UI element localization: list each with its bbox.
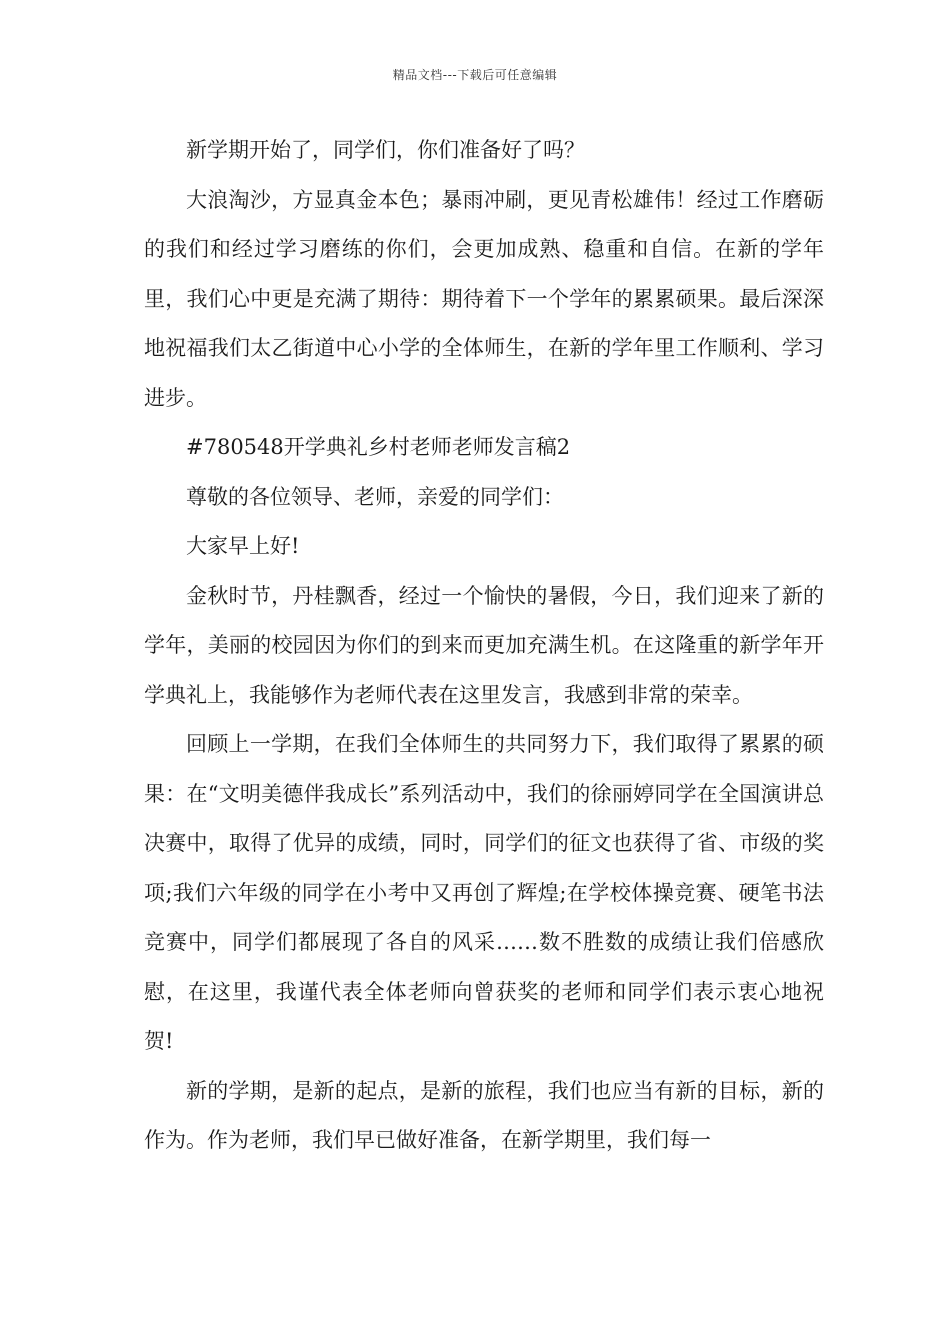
greeting: 大家早上好!	[186, 534, 300, 558]
section-title: #780548开学典礼乡村老师老师发言稿2	[186, 435, 571, 459]
paragraph-review-achievements: 回顾上一学期，在我们全体师生的共同努力下，我们取得了累累的硕果：在“文明美德伴我成长”系列活动中，我们的徐丽婷同学在全国演讲总决赛中，取得了优异的成绩，同时，同学们的征文也获得了省、市级的奖项;我们六年级的同学在小考中又再创了辉煌;在学校体操竞赛、硬笔书法竞赛中，同学们都展现了各自的风采……数不胜数的成绩让我们倍感欣慰，在这里，我谨代表全体老师向曾获奖的老师和同学们表示衷心地祝贺!	[144, 732, 824, 1053]
paragraph-intro-question: 新学期开始了，同学们，你们准备好了吗？	[186, 138, 585, 162]
salutation: 尊敬的各位领导、老师，亲爱的同学们：	[186, 484, 564, 509]
document-body	[144, 126, 824, 1166]
paragraph-closing-wishes: 大浪淘沙，方显真金本色；暴雨冲刷，更见青松雄伟！经过工作磨砺的我们和经过学习磨练的你们，会更加成熟、稳重和自信。在新的学年里，我们心中更是充满了期待：期待着下一个学年的累累硕果。最后深深地祝福我们太乙街道中心小学的全体师生，在新的学年里工作顺利、学习进步。	[144, 187, 824, 410]
paragraph-autumn-opening: 金秋时节，丹桂飘香，经过一个愉快的暑假，今日，我们迎来了新的学年，美丽的校园因为你们的到来而更加充满生机。在这隆重的新学年开学典礼上，我能够作为老师代表在这里发言，我感到非常的荣幸。	[144, 583, 824, 707]
page-header: 精品文档---下载后可任意编辑	[392, 68, 558, 82]
paragraph-new-semester: 新的学期，是新的起点，是新的旅程，我们也应当有新的目标，新的作为。作为老师，我们早已做好准备，在新学期里，我们每一	[144, 1078, 824, 1152]
